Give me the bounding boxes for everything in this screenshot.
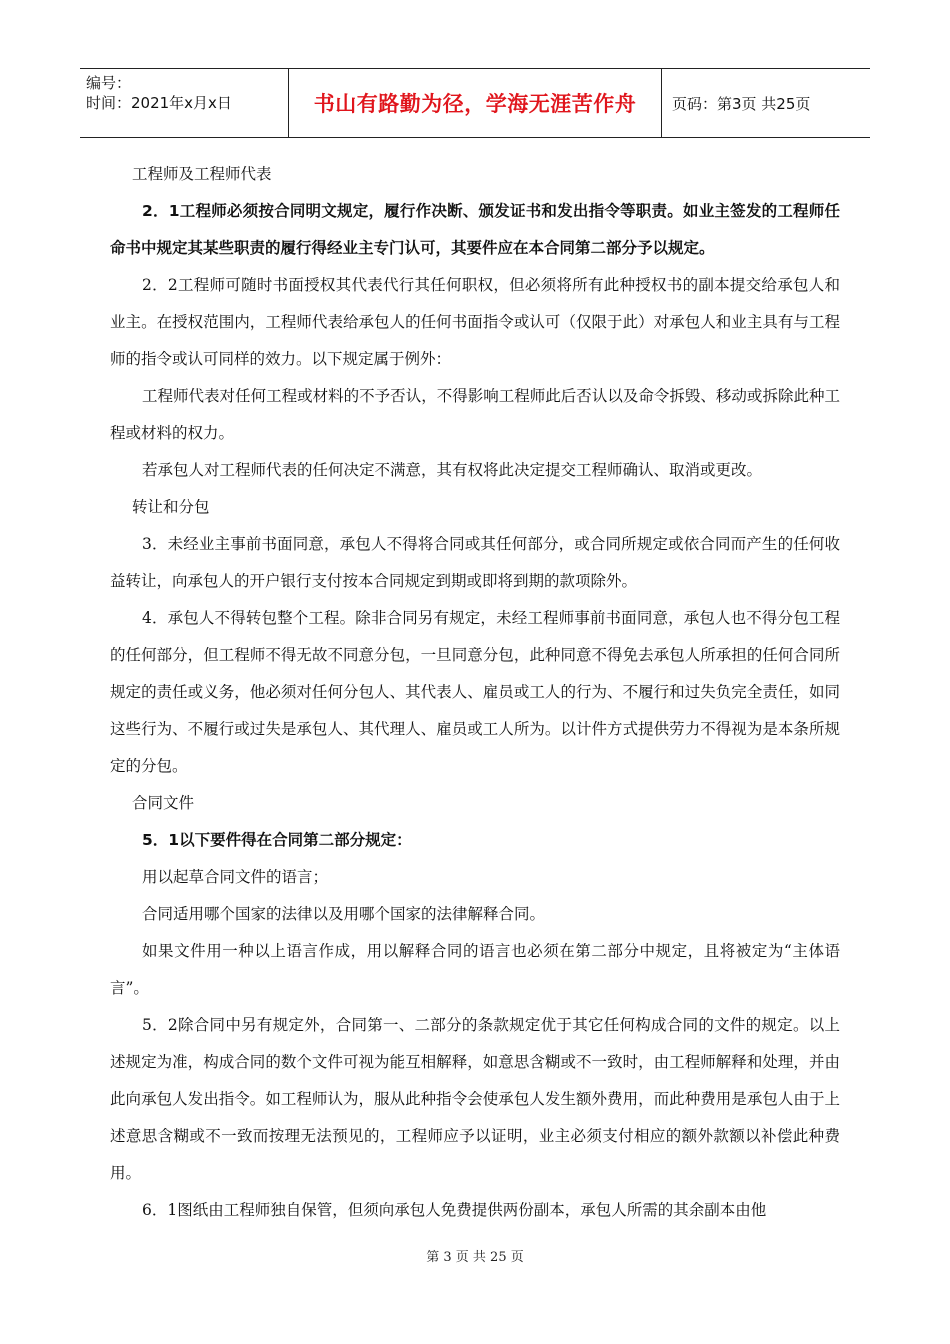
clause-3: 3．未经业主事前书面同意，承包人不得将合同或其任何部分，或合同所规定或依合同而产生的任何收益转让，向承包人的开户银行支付按本合同规定到期或即将到期的款项除外。 <box>110 535 840 590</box>
clause-5-1: 5．1以下要件得在合同第二部分规定： <box>142 831 412 849</box>
page-footer: 第 3 页 共 25 页 <box>426 1250 524 1265</box>
document-date-label: 时间：2021年x月x日 <box>86 94 232 112</box>
clause-6-1: 6．1图纸由工程师独自保管，但须向承包人免费提供两份副本，承包人所需的其余副本由他 <box>142 1201 767 1219</box>
clause-2-2: 2．2工程师可随时书面授权其代表代行其任何职权，但必须将所有此种授权书的副本提交给承包人和业主。在授权范围内，工程师代表给承包人的任何书面指令或认可（仅限于此）对承包人和业主具有与工程师的指令或认可同样的效力。以下规定属于例外： <box>110 276 840 368</box>
section-heading: 转让和分包 <box>132 498 210 516</box>
section-heading: 工程师及工程师代表 <box>132 165 272 183</box>
clause-5-1-note: 如果文件用一种以上语言作成，用以解释合同的语言也必须在第二部分中规定，且将被定为“主体语言”。 <box>110 942 840 997</box>
document-body <box>110 156 840 1229</box>
clause-2-2-exception-a: 工程师代表对任何工程或材料的不予否认，不得影响工程师此后否认以及命令拆毁、移动或拆除此种工程或材料的权力。 <box>110 387 840 442</box>
header-page-info: 页码：第3页 共25页 <box>672 94 811 113</box>
clause-2-2-exception-b: 若承包人对工程师代表的任何决定不满意，其有权将此决定提交工程师确认、取消或更改。 <box>142 461 763 479</box>
header-motto: 书山有路勤为径，学海无涯苦作舟 <box>288 69 662 137</box>
clause-5-2: 5．2除合同中另有规定外，合同第一、二部分的条款规定优于其它任何构成合同的文件的规定。以上述规定为准，构成合同的数个文件可视为能互相解释，如意思含糊或不一致时，由工程师解释和处理，并由此向承包人发出指令。如工程师认为，服从此种指令会使承包人发生额外费用，而此种费用是承包人由于上述意思含糊或不一致而按理无法预见的，工程师应予以证明，业主必须支付相应的额外款额以补偿此种费用。 <box>110 1016 840 1182</box>
page-header <box>80 68 870 138</box>
document-number-label: 编号： <box>86 74 132 92</box>
clause-4: 4．承包人不得转包整个工程。除非合同另有规定，未经工程师事前书面同意，承包人也不得分包工程的任何部分，但工程师不得无故不同意分包，一旦同意分包，此种同意不得免去承包人所承担的任何合同所规定的责任或义务，他必须对任何分包人、其代表人、雇员或工人的行为、不履行和过失负完全责任，如同这些行为、不履行或过失是承包人、其代理人、雇员或工人所为。以计件方式提供劳力不得视为是本条所规定的分包。 <box>110 609 840 775</box>
clause-2-1: 2．1工程师必须按合同明文规定，履行作决断、颁发证书和发出指令等职责。如业主签发的工程师任命书中规定其某些职责的履行得经业主专门认可，其要件应在本合同第二部分予以规定。 <box>110 202 840 257</box>
section-heading: 合同文件 <box>132 794 195 812</box>
clause-5-1-item-b: 合同适用哪个国家的法律以及用哪个国家的法律解释合同。 <box>142 905 546 923</box>
header-left-cell <box>80 69 288 137</box>
clause-5-1-item-a: 用以起草合同文件的语言； <box>142 868 329 886</box>
